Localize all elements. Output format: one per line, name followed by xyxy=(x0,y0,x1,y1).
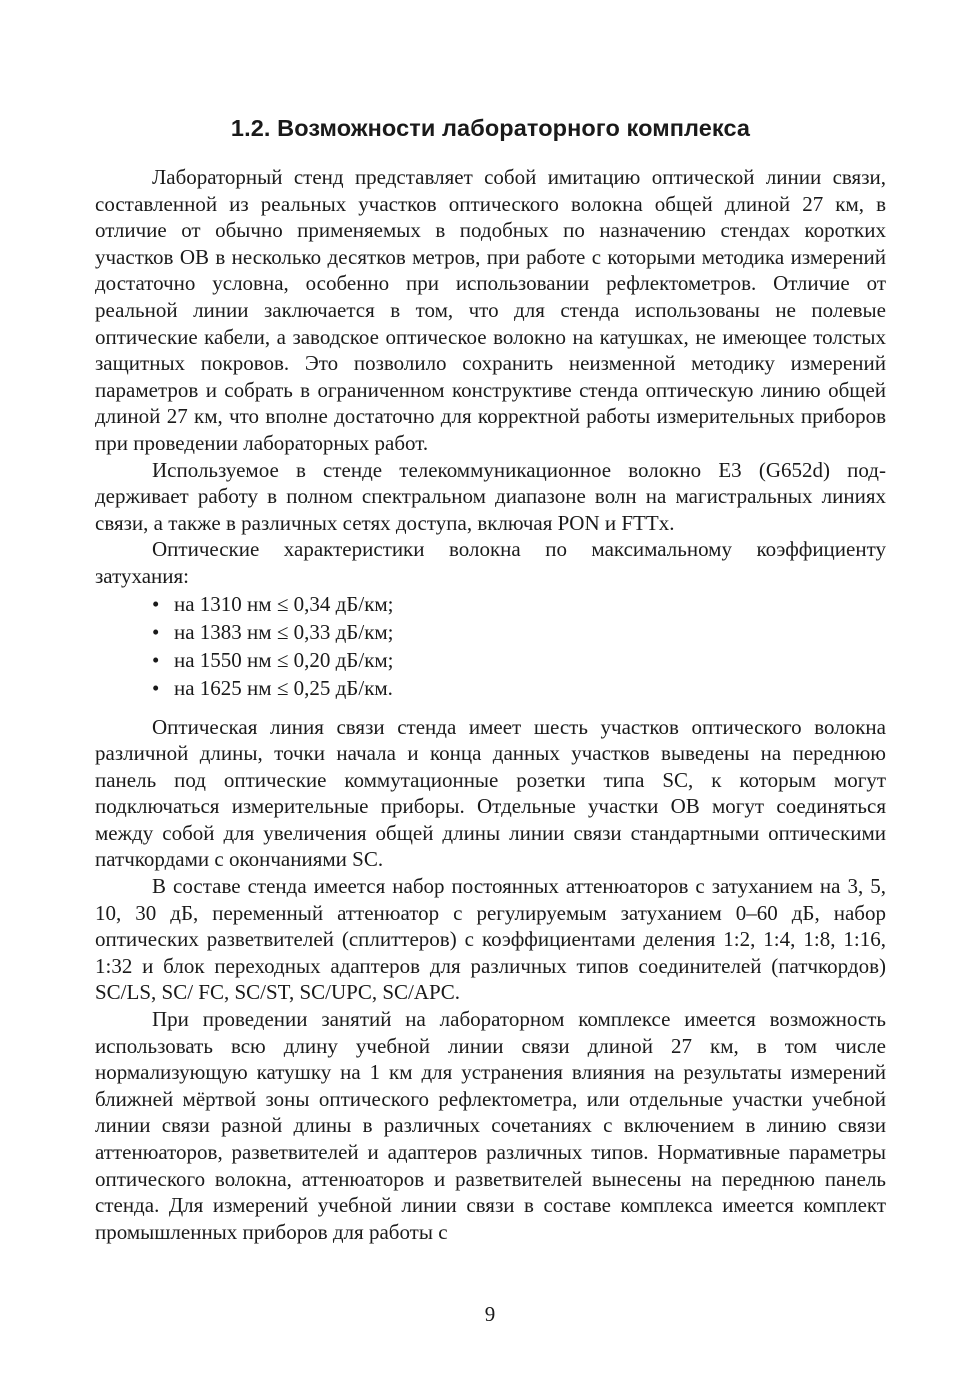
section-heading: 1.2. Возможности лабораторного комплекса xyxy=(230,115,751,141)
page-number: 9 xyxy=(484,1302,496,1326)
paragraph-fiber-type: Используемое в стенде телекоммуникационное волокно Е3 (G652d) поддерживает работу в полном спектральном диапазоне волн на магистральных линиях связи, а также в различных сетях доступа, включая PON и FTTx. xyxy=(95,457,886,535)
paragraph-stand-description: Лабораторный стенд представляет собой имитацию оптической линии связи, составленной из реальных участков оптического волокна общей длиной 27 км, в отличие от обычно применяемых в подобных по назначению стендах коротких участков ОВ в несколько десятков метров, при работе с которыми методика измерений достаточно условна, особенно при использовании рефлектометров. Отличие от реальной линии заключается в том, что для стенда использованы не полевые оптические кабели, а заводское оптическое волокно на катушках, не имеющее толстых защитных покровов. Это позволило сохранить неизменной методику измерений параметров и собрать в ограниченном конструктиве стенда оптическую линию общей длиной 27 км, что вполне достаточно для корректной работы измерительных приборов при проведении лабораторных работ. xyxy=(95,165,886,455)
list-item-text: на 1550 нм ≤ 0,20 дБ/км; xyxy=(174,647,394,672)
list-item xyxy=(152,646,886,674)
list-item-text: на 1383 нм ≤ 0,33 дБ/км; xyxy=(174,619,394,644)
bullet-icon: • xyxy=(152,591,160,616)
list-item-text: на 1310 нм ≤ 0,34 дБ/км; xyxy=(174,591,394,616)
bullet-icon: • xyxy=(152,675,160,700)
paragraph-line-segments: Оптическая линия связи стенда имеет шесть участков оптического волокна различной длины, точки начала и конца данных участков выведены на переднюю панель под оптические коммутационные розетки типа SC, к которым могут подключаться измерительные приборы. Отдельные участки ОВ могут соединяться между собой для увеличения общей длины линии связи стандартными оптическими патчкордами с окончаниями SC. xyxy=(95,714,886,872)
list-item xyxy=(152,618,886,646)
bullet-icon: • xyxy=(152,619,160,644)
paragraph-lab-usage: При проведении занятий на лабораторном комплексе имеется возможность использовать всю длину учебной линии связи длиной 27 км, в том числе нормализующую катушку на 1 км для устранения влияния на результаты измерений ближней мёртвой зоны оптического рефлектометра, или отдельные участки учебной линии связи разной длины в различных сочетаниях с включением в линию связи аттенюаторов, разветвителей и адаптеров различных типов. Нормативные параметры оптического волокна, аттенюаторов и разветвителей вынесены на переднюю панель стенда. Для измерений учебной линии связи в составе комплекса имеется комплект промышленных приборов для работы с xyxy=(95,1007,886,1244)
attenuation-list xyxy=(95,590,886,702)
list-item xyxy=(152,674,886,702)
paragraph-attenuation-intro: Оптические характеристики волокна по максимальному коэффициенту затухания: xyxy=(95,537,886,588)
paragraph-attenuators: В составе стенда имеется набор постоянных аттенюаторов с затуханием на 3, 5, 10, 30 дБ, переменный аттенюатор с регулируемым затуханием 0–60 дБ, набор оптических разветвителей (сплиттеров) с коэффициентами деления 1:2, 1:4, 1:8, 1:16, 1:32 и блок переходных адаптеров для различных типов соединителей (патчкордов) SC/LS, SC/ FC, SC/ST, SC/UPC, SC/APC. xyxy=(95,874,886,1005)
list-item-text: на 1625 нм ≤ 0,25 дБ/км. xyxy=(174,675,393,700)
page-body xyxy=(95,112,886,1245)
bullet-icon: • xyxy=(152,647,160,672)
list-item xyxy=(152,590,886,618)
